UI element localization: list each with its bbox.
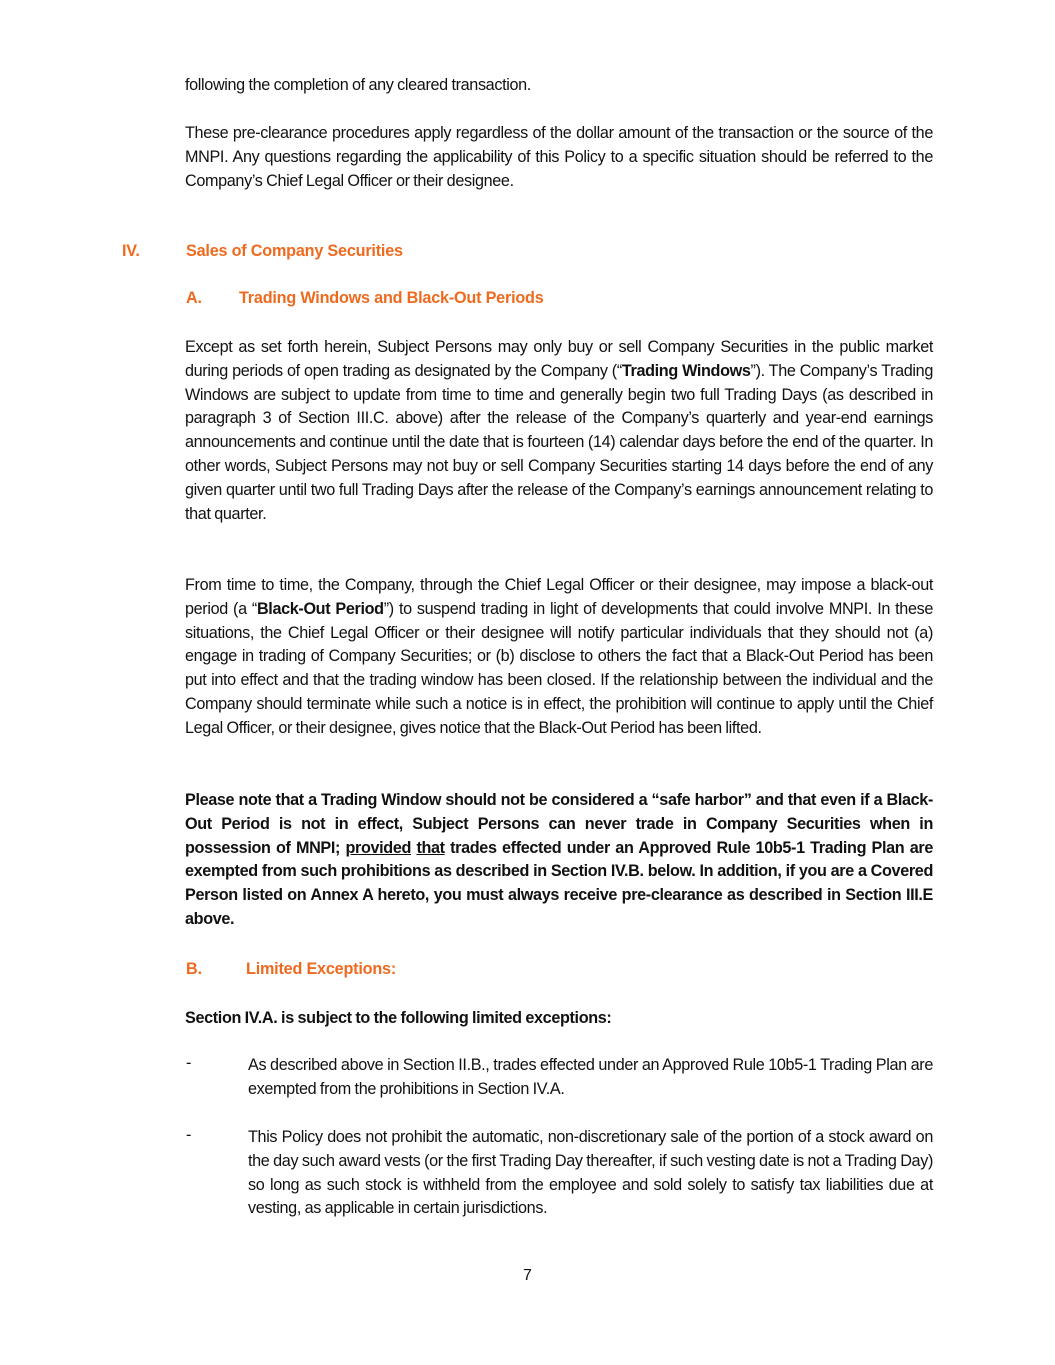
- para-text: ”) to suspend trading in light of developments that could involve MNPI. In these situations, the Chief Legal Officer or their designee will notify particular individuals that they should not (a) engage in trading of Company Securities; or (b) disclose to others the fact that a Black-Out Period has been put into effect and that the trading window has been closed. If the relationship between the individual and the Company should terminate while such a notice is in effect, the prohibition will continue to apply until the Chief Legal Officer, or their designee, gives notice that the Black-Out Period has been lifted.: [185, 599, 933, 737]
- bullet-dash: -: [186, 1126, 192, 1144]
- section-b-title: Limited Exceptions:: [246, 960, 397, 978]
- exceptions-intro: Section IV.A. is subject to the following limited exceptions:: [185, 1009, 612, 1027]
- para-text: From time to time, the Company, through the Chief Legal Officer or their designee, may impose a black-out period (a “: [185, 576, 933, 618]
- underlined-that: that: [416, 838, 445, 857]
- section-iv-number: IV.: [122, 242, 140, 260]
- exception-item-2: This Policy does not prohibit the automatic, non-discretionary sale of the portion of a stock award on the day such award vests (or the first Trading Day thereafter, if such vesting date is not a Trading Day) so long as such stock is withheld from the employee and sold solely to satisfy tax liabilities due at vesting, as applicable in certain jurisdictions.: [248, 1128, 933, 1218]
- para-text: ”). The Company’s Trading Windows are subject to update from time to time and generally begin two full Trading Days (as described in paragraph 3 of Section III.C. above) after the release of the Company’s quarterly and year-end earnings announcements and continue until the date that is fourteen (14) calendar days before the end of the quarter. In other words, Subject Persons may not buy or sell Company Securities starting 14 days before the end of any given quarter until two full Trading Days after the release of the Company’s earnings announcement relating to that quarter.: [185, 361, 933, 523]
- section-b-letter: B.: [186, 960, 202, 978]
- section-a-letter: A.: [186, 289, 202, 307]
- trading-windows-paragraph: [185, 336, 933, 526]
- underlined-provided: provided: [345, 838, 412, 857]
- defined-term-black-out-period: Black-Out Period: [256, 599, 384, 618]
- page-number: 7: [523, 1267, 532, 1284]
- continuation-text: following the completion of any cleared transaction.: [185, 76, 531, 94]
- safe-harbor-note: [185, 789, 933, 932]
- note-text: Please note that a Trading Window should not be considered a “safe harbor” and that even if a Black-Out Period is not in effect, Subject Persons can never trade in Company Securities when in possession of MNPI;: [185, 791, 933, 857]
- exception-item-1: As described above in Section II.B., trades effected under an Approved Rule 10b5-1 Trading Plan are exempted from the prohibitions in Section IV.A.: [248, 1056, 933, 1098]
- section-iv-title: Sales of Company Securities: [186, 242, 403, 260]
- note-text: trades effected under an Approved Rule 10b5-1 Trading Plan are exempted from such prohibitions as described in Section IV.B. below. In addition, if you are a Covered Person listed on Annex A hereto, you must always receive pre-clearance as described in Section III.E above.: [185, 838, 933, 928]
- black-out-paragraph: [185, 574, 933, 741]
- section-a-title: Trading Windows and Black-Out Periods: [239, 289, 544, 307]
- preclearance-paragraph: These pre-clearance procedures apply regardless of the dollar amount of the transaction or the source of the MNPI. Any questions regarding the applicability of this Policy to a specific situation should be referred to the Company’s Chief Legal Officer or their designee.: [185, 124, 933, 190]
- defined-term-trading-windows: Trading Windows: [621, 361, 751, 380]
- para-text: Except as set forth herein, Subject Persons may only buy or sell Company Securities in the public market during periods of open trading as designated by the Company (“: [185, 338, 933, 380]
- bullet-dash: -: [186, 1054, 192, 1072]
